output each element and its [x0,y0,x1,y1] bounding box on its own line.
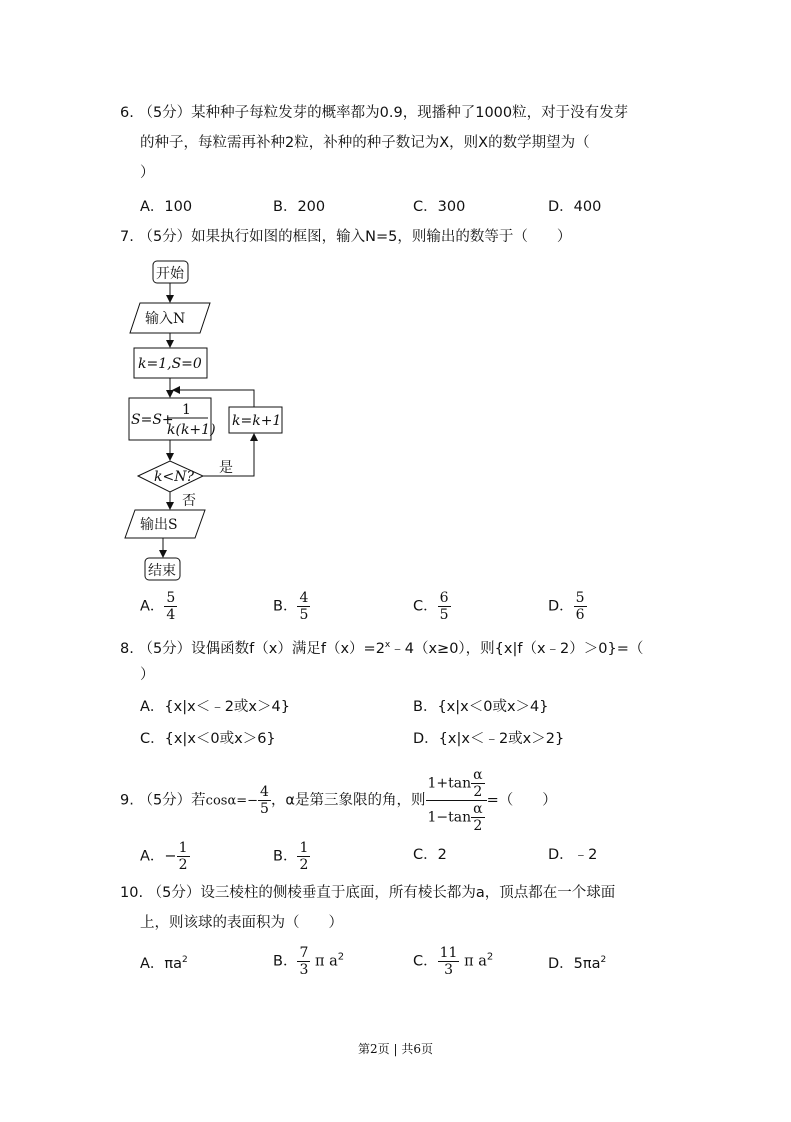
denominator: 4 [166,607,176,623]
q8-option-d: D．{x|x＜﹣2或x＞2} [413,731,565,747]
denominator: 2 [473,818,483,834]
option-label: C． [413,953,438,970]
numerator: 5 [166,590,176,606]
q7-option-d [548,590,587,623]
q10-option-b [273,945,344,978]
exponent: x [384,640,391,650]
pi-a: π a [464,953,487,970]
q6-text-line2: 的种子，每粒需再补种2粒，补种的种子数记为X，则X的数学期望为（ [140,135,590,151]
flowchart-condition-label: k<N? [154,469,194,485]
q6-option-c: C．300 [413,199,466,215]
numerator: 7 [299,945,309,961]
q9-text [120,767,557,834]
q10-option-a [140,950,188,974]
q8-option-c: C．{x|x＜0或x＞6} [140,731,276,747]
flowchart-no-label: 否 [182,493,196,509]
option-label: D．5πa [548,955,601,972]
flowchart-output-label: 输出S [140,517,178,533]
q10-text-line1: 10. （5分）设三棱柱的侧棱垂直于底面，所有棱长都为a，顶点都在一个球面 [120,885,616,901]
fraction [574,590,587,623]
q8-text-b: ﹣4（x≥0），则{x|f（x﹣2）＞0}=（ [390,640,644,657]
numerator: 6 [439,590,449,606]
fraction [438,590,451,623]
q8-text-line1 [120,635,643,659]
q9-option-d: D．﹣2 [548,847,598,863]
exponent: 2 [337,951,345,963]
numerator: 4 [299,590,309,606]
expr-numerator [426,767,487,801]
q7-option-c [413,590,451,623]
q9-suffix: =（ ） [486,792,557,809]
numerator: 1 [299,840,309,856]
fraction [177,840,190,873]
q6-text-line3: ） [140,165,155,181]
option-label: B． [273,953,298,970]
fraction [438,945,460,978]
big-fraction [426,767,487,834]
denominator: 5 [439,607,449,623]
expr-den-text: 1−tan [427,809,472,826]
flowchart-increment-label: k=k+1 [232,413,282,429]
half-angle [471,801,484,834]
denominator: 2 [178,857,188,873]
flowchart-yes-label: 是 [219,460,233,476]
q8-option-a: A．{x|x＜﹣2或x＞4} [140,699,290,715]
option-label: A． [140,598,165,615]
denominator: 6 [575,607,585,623]
numerator: 5 [575,590,585,606]
q7-text-line1: 7. （5分）如果执行如图的框图，输入N=5，则输出的数等于（ ） [120,229,572,245]
flowchart-init-label: k=1,S=0 [138,356,202,372]
page-footer: 第2页 | 共6页 [358,1042,433,1056]
q9-option-a [140,840,190,873]
flowchart-update-prefix: S=S+ [131,412,174,428]
half-angle [471,767,484,800]
q9-prefix: 9. （5分）若 [120,792,206,809]
sign: − [164,848,177,865]
q6-option-b: B．200 [273,199,326,215]
expr-denominator [428,801,485,834]
q9-middle: ，α是第三象限的角，则 [270,792,426,809]
flowchart-update-den: k(k+1) [167,422,216,438]
flowchart-update-num: 1 [182,402,191,418]
option-label: C． [413,598,438,615]
flowchart-end-label: 结束 [148,563,176,579]
numerator: 11 [439,945,458,961]
denominator: 5 [299,607,309,623]
fraction [164,590,177,623]
q9-option-c: C．2 [413,847,447,863]
q10-text-line2: 上，则该球的表面积为（ ） [140,915,343,931]
fraction [258,784,271,817]
fraction [297,840,310,873]
numerator: α [473,801,483,817]
option-label: D． [548,598,574,615]
q9-cos: cosα=− [205,793,259,809]
denominator: 2 [473,784,483,800]
exponent: 2 [182,955,188,965]
numerator: 1 [178,840,188,856]
q6-option-a: A．100 [140,199,193,215]
denominator: 3 [299,962,309,978]
pi-a: π a [314,953,338,970]
fraction [297,945,310,978]
q7-option-a [140,590,177,623]
q6-text-line1: 6. （5分）某种种子每粒发芽的概率都为0.9，现播种了1000粒，对于没有发芽 [120,105,629,121]
flowchart-input-label: 输入N [145,311,186,327]
exponent: 2 [486,951,494,963]
denominator: 2 [299,857,309,873]
option-label: B． [273,848,298,865]
q10-option-c [413,945,493,978]
q7-option-b [273,590,310,623]
numerator: 4 [260,784,269,800]
fraction [297,590,310,623]
numerator: α [473,767,483,783]
q10-option-d [548,950,606,974]
exponent: 2 [600,955,607,965]
option-label: A． [140,848,165,865]
option-label: A．πa [140,955,183,972]
flowchart-start-label: 开始 [156,266,184,282]
expr-num-text: 1+tan [427,775,472,792]
q6-option-d: D．400 [548,199,602,215]
q8-text-a: 8. （5分）设偶函数f（x）满足f（x）=2 [120,640,385,657]
denominator: 3 [444,962,453,978]
q9-option-b [273,840,310,873]
denominator: 5 [260,801,269,817]
q8-text-line2: ） [140,667,155,683]
option-label: B． [273,598,298,615]
q8-option-b: B．{x|x＜0或x＞4} [413,699,549,715]
